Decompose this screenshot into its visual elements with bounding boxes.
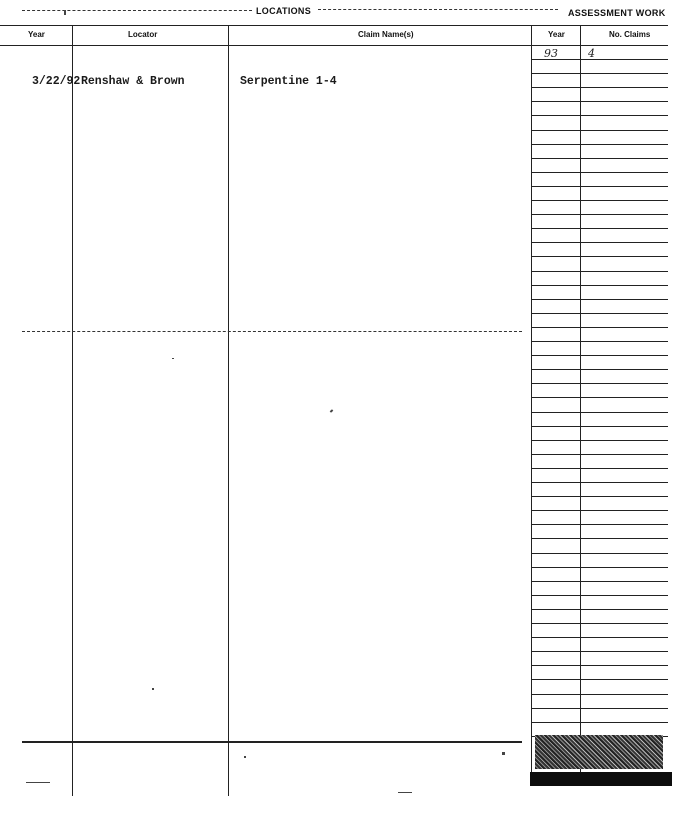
assessment-row-rule — [531, 595, 668, 596]
assessment-row-rule — [531, 369, 668, 370]
assessment-row-rule — [531, 397, 668, 398]
col-header-claim-names: Claim Name(s) — [358, 30, 414, 39]
speck — [398, 792, 412, 793]
assessment-row-rule — [531, 708, 668, 709]
assessment-row-rule — [531, 468, 668, 469]
assessment-row-rule — [531, 327, 668, 328]
assessment-row-rule — [531, 313, 668, 314]
speck — [244, 756, 246, 758]
assessment-row-rule — [531, 285, 668, 286]
assessment-row-rule — [531, 214, 668, 215]
assessment-row-rule — [531, 172, 668, 173]
assessment-row-rule — [531, 553, 668, 554]
scan-black-bar — [530, 772, 672, 786]
scan-noise-block — [535, 735, 663, 769]
assessment-row-rule — [531, 496, 668, 497]
assessment-row-rule — [531, 271, 668, 272]
header-bottom-rule — [0, 45, 668, 46]
assessment-row-rule — [531, 242, 668, 243]
lower-rule — [22, 741, 522, 743]
divider-claim-assess — [531, 26, 532, 786]
assessment-row-rule — [531, 87, 668, 88]
assessment-row-rule — [531, 609, 668, 610]
locations-title: LOCATIONS — [256, 6, 312, 16]
entry-claim-name: Serpentine 1-4 — [240, 75, 337, 88]
header-top-rule — [0, 25, 668, 26]
assessment-work-title: ASSESSMENT WORK — [568, 8, 666, 18]
assessment-row-rule — [531, 538, 668, 539]
assessment-row-rule — [531, 341, 668, 342]
speck — [26, 782, 50, 783]
entry-date: 3/22/92 — [32, 75, 81, 88]
assessment-row-rule — [531, 694, 668, 695]
assessment-row-rule — [531, 567, 668, 568]
assessment-row-rule — [531, 256, 668, 257]
assessment-row-rule — [531, 200, 668, 201]
assessment-row-rule — [531, 440, 668, 441]
assessment-row-rule — [531, 383, 668, 384]
assessment-row-rule — [531, 722, 668, 723]
assessment-row-rule — [531, 144, 668, 145]
speck — [502, 752, 505, 755]
assessment-count-entry: 4 — [588, 47, 595, 60]
speck — [64, 10, 66, 15]
assessment-row-rule — [531, 186, 668, 187]
col-header-assess-year: Year — [548, 30, 565, 39]
assessment-row-rule — [531, 637, 668, 638]
assessment-row-rule — [531, 73, 668, 74]
assessment-row-rule — [531, 101, 668, 102]
assessment-row-rule — [531, 623, 668, 624]
assessment-row-rule — [531, 454, 668, 455]
top-scan-noise-2 — [318, 9, 558, 11]
assessment-row-rule — [531, 581, 668, 582]
assessment-row-rule — [531, 299, 668, 300]
divider-year-locator — [72, 26, 73, 796]
col-header-locator: Locator — [128, 30, 158, 39]
assessment-row-rule — [531, 651, 668, 652]
assessment-row-rule — [531, 130, 668, 131]
assessment-row-rule — [531, 412, 668, 413]
divider-locator-claim — [228, 26, 229, 796]
assessment-row-rule — [531, 679, 668, 680]
assessment-year-entry: 93 — [544, 47, 558, 60]
assessment-row-rule — [531, 228, 668, 229]
assessment-row-rule — [531, 158, 668, 159]
top-scan-noise — [22, 10, 252, 12]
assessment-row-rule — [531, 510, 668, 511]
col-header-no-claims: No. Claims — [609, 30, 651, 39]
speck — [152, 688, 154, 690]
assessment-row-rule — [531, 524, 668, 525]
entry-locator: Renshaw & Brown — [81, 75, 185, 88]
assessment-row-rule — [531, 355, 668, 356]
assessment-row-rule — [531, 482, 668, 483]
col-header-year: Year — [28, 30, 45, 39]
mid-scan-line — [22, 331, 522, 333]
speck — [330, 409, 334, 412]
divider-assess-year-count — [580, 26, 581, 776]
speck — [172, 358, 174, 359]
assessment-row-rule — [531, 665, 668, 666]
assessment-row-rule — [531, 115, 668, 116]
assessment-row-rule — [531, 426, 668, 427]
